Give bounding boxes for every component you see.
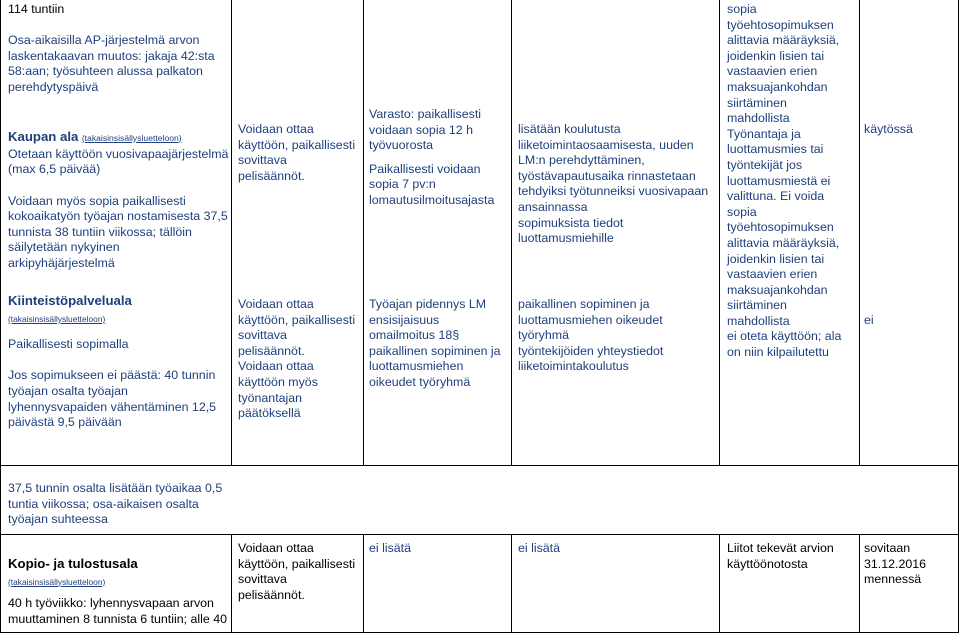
col-divider-2: [363, 0, 364, 465]
col-divider-4b: [719, 534, 720, 633]
text-lomautus: Paikallisesti voidaan sopia 7 pv:n lomautusilmoitusajasta: [369, 161, 495, 207]
text-voidaan-b: Voidaan ottaa käyttöön, paikallisesti sovittava pelisäännöt. Voidaan ottaa käyttöön myös työnantajan päätöksellä: [238, 297, 356, 421]
col-divider-3: [511, 0, 512, 465]
kopio-toc-link[interactable]: (takaisinsisällysluetteloon): [8, 576, 106, 587]
text-varasto: Varasto: paikallisesti voidaan sopia 12 h työvuorosta: [369, 107, 482, 153]
row1-col6-b: [864, 313, 956, 329]
row1-col5-a: [727, 2, 858, 361]
row3-col6: [864, 541, 956, 588]
row1-col3-b: [369, 297, 509, 391]
col-divider-1b: [231, 534, 232, 633]
kaupan-heading: [8, 129, 230, 147]
row3-col4: [518, 541, 718, 557]
row3-col1: [8, 556, 230, 627]
row1-col2-a: [238, 122, 362, 184]
row1-col4-a: [518, 122, 718, 247]
text-ei-lisata-1: ei lisätä: [369, 541, 412, 555]
text-ap-system: Osa-aikaisilla AP-järjestelmä arvon laskentakaavan muutos: jakaja 42:sta 58:aan; työsuhteen alussa palkaton perehdytyspäivä: [8, 33, 215, 94]
row1-col2-b: [238, 297, 362, 422]
col-divider-5: [859, 0, 860, 465]
text-sopia: sopia työehtosopimuksen alittavia määräyksiä, joidenkin lisien tai vastaavien erien maksuajankohdan siirtäminen mahdollista Työnantaja ja luottamusmies tai työntekijät jos luottamusmiestä ei valittuna. Ei voida sopia työehtosopimuksen alittavia määräyksiä, joidenkin lisien tai vastaavien erien maksuajankohdan siirtäminen mahdollista: [727, 2, 840, 328]
text-vuosivapaa: Otetaan käyttöön vuosivapaajärjestelmä (max 6,5 päivää): [8, 146, 229, 177]
text-37-5: 37,5 tunnin osalta lisätään työaikaa 0,5 tuntia viikossa; osa-aikaisen osalta työajan suhteessa: [8, 481, 223, 527]
text-tyoajan-pidennys: Työajan pidennys LM ensisijaisuus omailmoitus 18§ paikallinen sopiminen ja luottamusmiehen oikeudet työryhmä: [369, 297, 501, 389]
text-ei-lisata-2: ei lisätä: [518, 541, 561, 555]
text-paikallinen: paikallinen sopiminen ja luottamusmiehen oikeudet työryhmä työntekijöiden yhteystiedot liiketoimintakoulutus: [518, 297, 664, 374]
text-kaytossa: käytössä: [864, 122, 913, 136]
kaupan-title: Kaupan ala: [8, 128, 79, 144]
text-ei-oteta: ei oteta käyttöön; ala on niin kilpailutettu: [727, 329, 842, 360]
kaupan-toc-link[interactable]: (takaisinsisällysluetteloon): [81, 132, 182, 143]
text-hours: 114 tuntiin: [8, 2, 65, 16]
text-40h: 40 h työviikko: lyhennysvapaan arvon muuttaminen 8 tunnista 6 tuntiin; alle 40: [8, 596, 228, 626]
row1-col4-b: [518, 297, 718, 375]
text-voidaan-c: Voidaan ottaa käyttöön, paikallisesti sovittava pelisäännöt.: [238, 541, 356, 602]
row-divider-2: [0, 534, 959, 535]
col-divider-5b: [859, 534, 860, 633]
text-ei: ei: [864, 313, 874, 327]
text-koulutus: lisätään koulutusta liiketoimintaosaamisesta, uuden LM:n perehdyttäminen, työstävapautusaika rinnastetaan tehdyiksi työtunneiksi vuosivapaan ansainnassa sopimuksista tiedot luottamusmiehille: [518, 122, 709, 246]
text-jos-sopimukseen: Jos sopimukseen ei päästä: 40 tunnin työajan osalta työajan lyhennysvapaiden vähentäminen 12,5 päivästä 9,5 päivään: [8, 368, 217, 430]
text-sovitaan: sovitaan 31.12.2016 mennessä: [864, 541, 927, 587]
row-divider-1: [0, 465, 959, 466]
col-divider-4: [719, 0, 720, 465]
row1-col3-a: [369, 107, 509, 209]
col-divider-1: [231, 0, 232, 465]
row3-col2: [238, 541, 362, 603]
text-liitot: Liitot tekevät arvion käyttöönotosta: [727, 541, 834, 571]
text-paikallisesti: Paikallisesti sopimalla: [8, 337, 129, 352]
col-divider-3b: [511, 534, 512, 633]
kiinteisto-toc-link[interactable]: (takaisinsisällysluetteloon): [8, 313, 106, 324]
kiinteisto-title: Kiinteistöpalveluala: [8, 293, 132, 309]
row3-col5: [727, 541, 858, 572]
row1-col1: [8, 2, 230, 431]
kopio-title: Kopio- ja tulostusala: [8, 556, 138, 571]
text-voidaan-a: Voidaan ottaa käyttöön, paikallisesti sovittava pelisäännöt.: [238, 122, 356, 183]
text-kokoaikatyo: Voidaan myös sopia paikallisesti kokoaikatyön työajan nostamisesta 37,5 tunnista 38 tuntiin viikossa; tällöin säilytetään nykyinen arkipyhäjärjestelmä: [8, 193, 228, 270]
row1-col6-a: [864, 122, 956, 138]
border-left: [0, 0, 1, 633]
col-divider-2b: [363, 534, 364, 633]
border-right: [958, 0, 959, 633]
row3-col3: [369, 541, 509, 557]
row2-col1: [8, 481, 238, 528]
